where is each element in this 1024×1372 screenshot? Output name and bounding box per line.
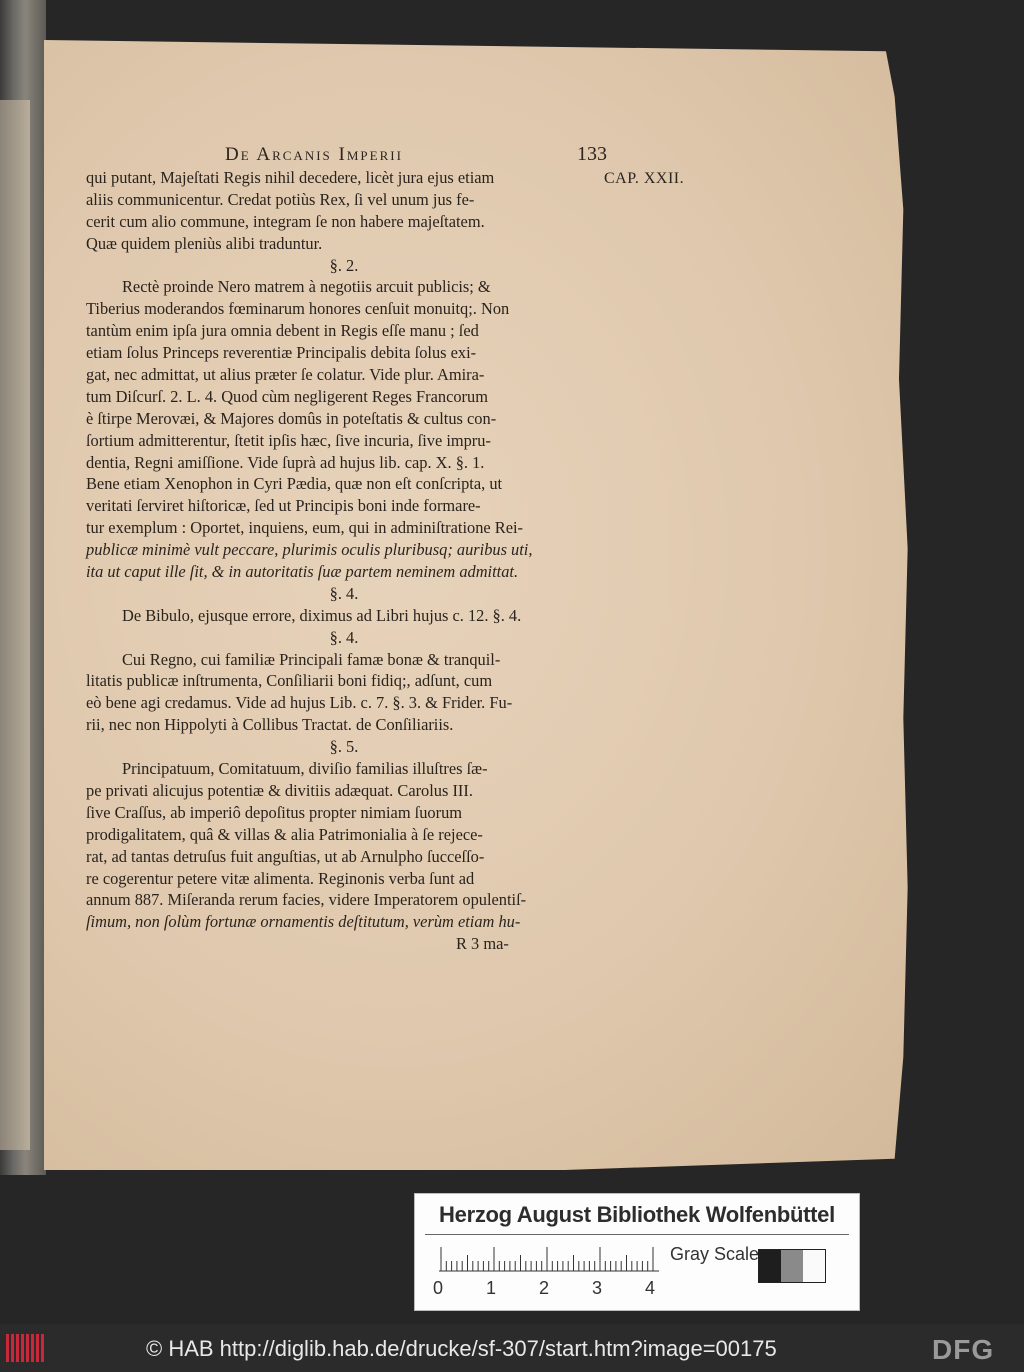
ruler-number: 3: [592, 1278, 603, 1298]
ruler-number: 2: [539, 1278, 550, 1298]
text-line: Quæ quidem pleniùs alibi traduntur.: [86, 233, 323, 253]
text-line: litatis publicæ inſtrumenta, Conſiliarii boni fidiq;, adſunt, cum: [86, 671, 493, 691]
text-line: §. 2.: [329, 255, 359, 275]
text-line: tur exemplum : Oportet, inquiens, eum, qui in adminiſtratione Rei-: [86, 518, 524, 538]
text-line: publicæ minimè vult peccare, plurimis oculis pluribusq; auribus uti,: [86, 540, 533, 560]
text-line: Cui Regno, cui familiæ Principali famæ bonæ & tranquil-: [122, 649, 501, 669]
swatch-gray: [781, 1250, 803, 1282]
text-line: tum Diſcurſ. 2. L. 4. Quod cùm negligerent Reges Francorum: [86, 386, 488, 406]
page-text: [86, 167, 602, 955]
text-line: aliis communicentur. Credat potiùs Rex, ſi vel unum jus fe-: [86, 189, 475, 209]
ruler-number: 4: [645, 1278, 656, 1298]
text-line: è ſtirpe Merovæi, & Majores domûs in poteſtatis & cultus con-: [86, 408, 497, 428]
text-line: ſortium admitterentur, ſtetit ipſis hæc, ſive incuria, ſive impru-: [86, 430, 491, 450]
gray-scale-swatch: [758, 1249, 826, 1283]
ruler-number: 0: [433, 1278, 444, 1298]
text-line: annum 887. Miſeranda rerum facies, videre Imperatorem opulentiſ-: [86, 890, 527, 910]
text-line: ſive Craſſus, ab imperiô depoſitus propter nimiam ſuorum: [86, 802, 463, 822]
text-line: De Bibulo, ejusque errore, diximus ad Libri hujus c. 12. §. 4.: [122, 605, 522, 625]
swatch-white: [803, 1250, 825, 1282]
text-line: Tiberius moderandos fœminarum honores cenſuit monuitq;. Non: [86, 299, 510, 319]
footer-bar: [0, 1324, 1024, 1372]
text-line: pe privati alicujus potentiæ & divitiis adæquat. Carolus III.: [86, 780, 473, 800]
card-divider: [425, 1234, 849, 1235]
ruler-number: 1: [486, 1278, 497, 1298]
text-line: ita ut caput ille ſit, & in autoritatis ſuæ partem neminem admittat.: [86, 562, 519, 582]
page-number: 133: [577, 143, 607, 165]
text-line: R 3 ma-: [456, 934, 509, 954]
ruler-numbers: [433, 1278, 673, 1300]
text-line: rii, nec non Hippolyti à Collibus Tractat. de Conſiliariis.: [86, 715, 454, 735]
library-name: Herzog August Bibliothek Wolfenbüttel: [439, 1202, 835, 1227]
text-line: ſimum, non ſolùm fortunæ ornamentis deſtitutum, verùm etiam hu-: [86, 912, 521, 932]
text-line: prodigalitatem, quâ & villas & alia Patrimonialia à ſe rejece-: [86, 824, 483, 844]
text-line: gat, nec admittat, ut alius præter ſe colatur. Vide plur. Amira-: [86, 365, 485, 385]
text-line: §. 5.: [329, 737, 359, 757]
text-line: §. 4.: [329, 627, 359, 647]
running-head: De Arcanis Imperii: [225, 144, 403, 165]
hab-logo-icon: [6, 1334, 44, 1362]
text-line: cerit cum alio commune, integram ſe non habere majeſtatem.: [86, 211, 485, 231]
source-url[interactable]: © HAB http://diglib.hab.de/drucke/sf-307/start.htm?image=00175: [146, 1336, 777, 1361]
text-line: Bene etiam Xenophon in Cyri Pædia, quæ non eſt conſcripta, ut: [86, 474, 503, 494]
text-line: Principatuum, Comitatuum, diviſio familias illuſtres ſæ-: [122, 759, 488, 779]
facing-page-edge: [0, 100, 30, 1150]
text-line: eò bene agi credamus. Vide ad hujus Lib. c. 7. §. 3. & Frider. Fu-: [86, 693, 513, 713]
text-line: dentia, Regni amiſſione. Vide ſuprà ad hujus lib. cap. X. §. 1.: [86, 452, 485, 472]
gray-scale-label: Gray Scale: [670, 1244, 760, 1264]
text-line: veritati ſerviret hiſtoricæ, ſed ut Principis boni inde formare-: [86, 496, 481, 516]
swatch-black: [759, 1250, 781, 1282]
text-line: etiam ſolus Princeps reverentiæ Principalis debita ſolus exi-: [86, 343, 477, 363]
text-line: re cogerentur petere vitæ alimenta. Reginonis verba ſunt ad: [86, 868, 475, 888]
text-line: Rectè proinde Nero matrem à negotiis arcuit publicis; &: [122, 277, 491, 297]
color-reference-card: [414, 1193, 860, 1311]
dfg-logo: DFG: [932, 1334, 995, 1365]
marginal-note: CAP. XXII.: [604, 170, 685, 187]
ruler-scale: [439, 1244, 659, 1272]
text-line: qui putant, Majeſtati Regis nihil decedere, licèt jura ejus etiam: [86, 168, 495, 187]
text-line: tantùm enim ipſa jura omnia debent in Regis eſſe manu ; ſed: [86, 321, 479, 341]
text-line: rat, ad tantas detruſus fuit anguſtias, ut ab Arnulpho ſucceſſo-: [86, 846, 485, 866]
text-line: §. 4.: [329, 583, 359, 603]
